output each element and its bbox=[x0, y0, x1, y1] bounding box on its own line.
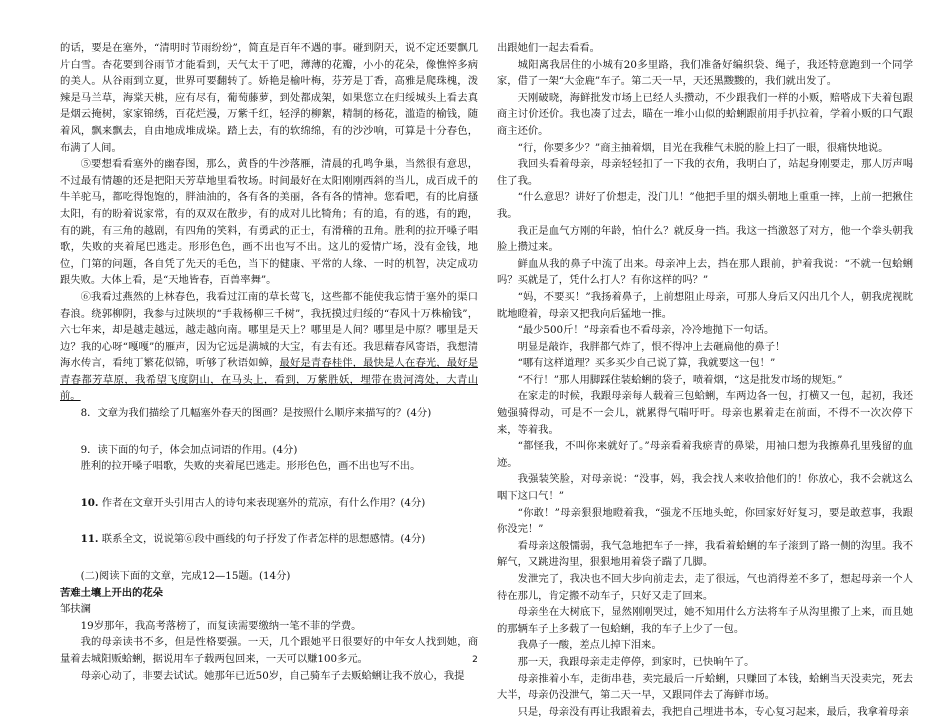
question-number: 10. bbox=[80, 496, 99, 509]
paragraph: 只是，母亲没有再让我跟着去，我把自己埋进书本，专心复习起来，最后，我拿着母亲 bbox=[517, 705, 909, 718]
paragraph: “都怪我，不叫你来就好了。”母亲看着我瘀青的鼻梁，用袖口想为我擦鼻孔里残留的血迹。 bbox=[497, 440, 913, 469]
question-9: 9．读下面的句子，体会加点词语的作用。(4分) bbox=[80, 443, 298, 456]
section-heading: (二)阅读下面的文章，完成12—15题。(14分) bbox=[80, 570, 291, 583]
paragraph: “行，你要多少？”商主抽着烟，目光在我稚气未脱的脸上扫了一眼，很痛快地说。 bbox=[517, 141, 889, 154]
left-column bbox=[60, 40, 478, 684]
page-number: 2 bbox=[472, 655, 478, 665]
paragraph: 我强装笑脸，对母亲说：“没事，妈，我会找人来收拾他们的！你放心，我不会就这么咽下这口气！” bbox=[497, 473, 913, 503]
paragraph-text: ⑥我看过燕然的上林春色，我看过江南的草长莺飞，这些都不能使我忘情于塞外的渠口春浪。绕郭柳阴，我参与过陕坝的“手栽杨柳三千树”，我抚摸过归绥的“春风十万株榆钱”，六七年来，却是越走越远，越走越向南。哪里是天上？哪里是人间？哪里是中原？哪里是天边？我的心呀“嘎嘎”的雁声，因为它远是满城的大宝，有去有还。我思藉春风寄语，我想清海水传言，看纯丁繁花似锦，听够了秋语如蟑， bbox=[60, 290, 478, 370]
paragraph: 看母亲这般懦弱，我气急地把车子一摔，我看着蛤蜊的车子滚到了路一侧的沟里。我不解气，又跳进沟里，狠狠地用着袋子踹了几脚。 bbox=[497, 539, 913, 569]
paragraph: 我正是血气方刚的年龄，怕什么？就反身一挡。我这一挡激怒了对方，他一个拳头朝我脸上攒过来。 bbox=[497, 224, 913, 254]
paragraph: ⑤要想看看塞外的幽春图，那么，黄昏的牛沙落雁，清晨的孔鸣争巢，当然很有意思，不过最有情趣的还是把阳天芳草地里看牧场。时间最好在太阳刚刚西斜的当儿，成百成千的牛羊驼马，都吃得饱饱的，胖油油的，各有各的美丽，各有各的情神。您看吧，有的比肩搔太阳，有的盼着说家常，有的双双在散步，有的成对儿比犄角；有的追，有的逃，有的跑，有的跳，有三角的越剧，有四角的笑料，有勇武的正士，有滑稽的丑角。胜利的拉开嗓子唱歌，失败的夹着尾巴逃走。形形色色，画不出也写不出。这儿的爱情广场，没有金钱，地位，门第的问题，各自凭了先天的毛色，当下的健康、平常的人缘、一时的机智，决定成功跟失败。大体上看，是“天地皆春，百兽率舞”。 bbox=[60, 158, 478, 287]
paragraph: 明显是敲诈，我胖都气炸了，恨不得冲上去砸扁他的鼻子！ bbox=[517, 340, 786, 353]
question-9-sentence: 胜利的拉开嗓子唱歌，失败的夹着尾巴逃走。形形色色，画不出也写不出。 bbox=[80, 460, 421, 473]
paragraph: “妈，不要买！”我扬着鼻子，上前想阻止母亲，可那人身后又闪出几个人，朝我虎视眈眈地瞪着，母亲又把我向后猛地一推。 bbox=[497, 290, 913, 320]
paragraph: “最少500斤！”母亲看也不看母亲，冷冷地抛下一句话。 bbox=[517, 324, 775, 337]
question-11: 11. 联系全文，说说第⑥段中画线的句子抒发了作者怎样的思想感情。(4分) bbox=[80, 533, 426, 546]
paragraph: 母亲坐在大树底下，显然刚刚哭过，她不知用什么方法将车子从沟里搬了上来，而且她的那辆车子上多载了一包蛤蜊，我的车子上少了一包。 bbox=[497, 606, 913, 635]
paragraph: “你敢！”母亲狠狠地瞪着我，“强龙不压地头蛇，你回家好好复习，要是敢惹事，我跟你没完！” bbox=[497, 506, 913, 536]
paragraph: “哪有这样道理？买多买少自己说了算，我就要这一包！” bbox=[517, 357, 776, 370]
paragraph: 发泄完了，我决也不回大步向前走去，走了很远，气也消得差不多了，想起母亲一个人待在那儿，肯定搬不动车子，只好又走了回来。 bbox=[497, 573, 913, 602]
paragraph: 母亲心动了，非要去试试。她那年已近50岁，自己骑车子去贩蛤蜊让我不放心，我提 bbox=[80, 669, 465, 682]
underlined-sentence: 最好是青春桂伴，最快是人在春光，最好是青春都芳草原，我希望飞度阴山，在马头上，看到，万紫胜妖，埋带在贵河湾处，大青山前。 bbox=[60, 357, 479, 403]
paragraph: 那一天，我跟母亲走走停停，到家时，已快晌午了。 bbox=[517, 655, 755, 668]
paragraph: 母亲推着小车，走街串巷，卖完最后一斤蛤蜊，只赚回了本钱，蛤蜊当天没卖完，死去大半，母亲仍没泄气，第二天一早，又跟同伴去了海鲜市场。 bbox=[497, 672, 913, 702]
paragraph: 在家走的时候，我跟母亲每人载着三包蛤蜊，车两边各一包，打横又一包，起初，我还勉强骑得动，可是不一会儿，就累得气喘吁吁。母亲也累着走在前面，不得不一次次停下来，等着我。 bbox=[497, 390, 913, 436]
paragraph: 城阳离我居住的小城有20多里路，我们准备好编织袋、绳子，我还特意跑到一个同学家，借了一架“大金鹿”车子。第二天一早，天还黑黢黢的，我们就出发了。 bbox=[497, 58, 913, 88]
paragraph bbox=[60, 289, 478, 405]
paragraph: 天刚破晓，海鲜批发市场上已经人头攒动，不少跟我们一样的小贩，赔嗒成下夫着包跟商主讨价还价。我也凑了过去，瞄在一堆小山似的蛤蜊跟前用手扒拉着，学着小贩的口气跟商主还价。 bbox=[497, 91, 913, 137]
right-column bbox=[497, 40, 913, 720]
paragraph: 我回头看着母亲，母亲轻轻扣了一下我的衣角，我明白了，站起身刚要走，那人厉声喝住了我。 bbox=[497, 158, 913, 187]
question-number: 11. bbox=[80, 533, 99, 546]
question-10: 10. 作者在文章开头引用古人的诗句来表现塞外的荒凉，有什么作用？(4分) bbox=[80, 496, 426, 509]
paragraph: “什么意思？讲好了价想走，没门儿！”他把手里的烟头朝地上重重一摔，上前一把揪住我。 bbox=[497, 191, 913, 220]
question-8: 8．文章为我们描绘了几幅塞外春天的图画？是按照什么顺序来描写的？(4分) bbox=[80, 407, 432, 420]
paragraph: 的话，要是在塞外，“清明时节雨纷纷”，简直是百年不遇的事。碰到阴天，说不定还要飘几片白雪。杏花要到谷雨节才能看到，天气太干了吧，薄薄的花瓣，小小的花朵，像憔悴多病的美人。从谷雨到立夏，世界可要翻转了。娇艳是榆叶梅，芬芳是丁香，高雅是爬珠槐，泼辣是马兰草，海棠天桃，应有尽有，葡萄藤萝，到处都成架，如果您立在归绥城头上看去真是烟云掩树，家家锦绣，百花烂漫，万紫千红，轻浮的柳絮，精制的杨花，滥造的榆钱，随着风，飘来飘去，自由地成堆成垛。踏上去，有的软绵绵，有的沙沙响，可算是十分春色，布满了人间。 bbox=[60, 42, 478, 154]
paragraph: 我鼻子一酸，差点儿掉下泪来。 bbox=[517, 639, 662, 652]
article-author: 邹扶澜 bbox=[60, 603, 91, 616]
article-title: 苦难土壤上开出的花朵 bbox=[60, 586, 163, 599]
paragraph: 出跟她们一起去看看。 bbox=[497, 42, 600, 54]
paragraph: 鲜血从我的鼻子中流了出来。母亲冲上去，挡在那人跟前，护着我说：“不就一包蛤蜊吗？买就是了，凭什么打人？有你这样的吗？” bbox=[497, 257, 913, 287]
paragraph: “不行！”那人用脚踩住装蛤蜊的袋子，喷着烟，“这是批发市场的规矩。” bbox=[517, 373, 843, 386]
paragraph: 19岁那年，我高考落榜了，而复读需要缴纳一笔不菲的学费。 bbox=[80, 619, 362, 632]
paragraph: 我的母亲读书不多，但是性格要强。一天，几个跟她平日很要好的中年女人找到她，商量着去城阳贩蛤蜊，据说用车子载两包回来，一天可以赚100多元。 bbox=[60, 636, 478, 665]
